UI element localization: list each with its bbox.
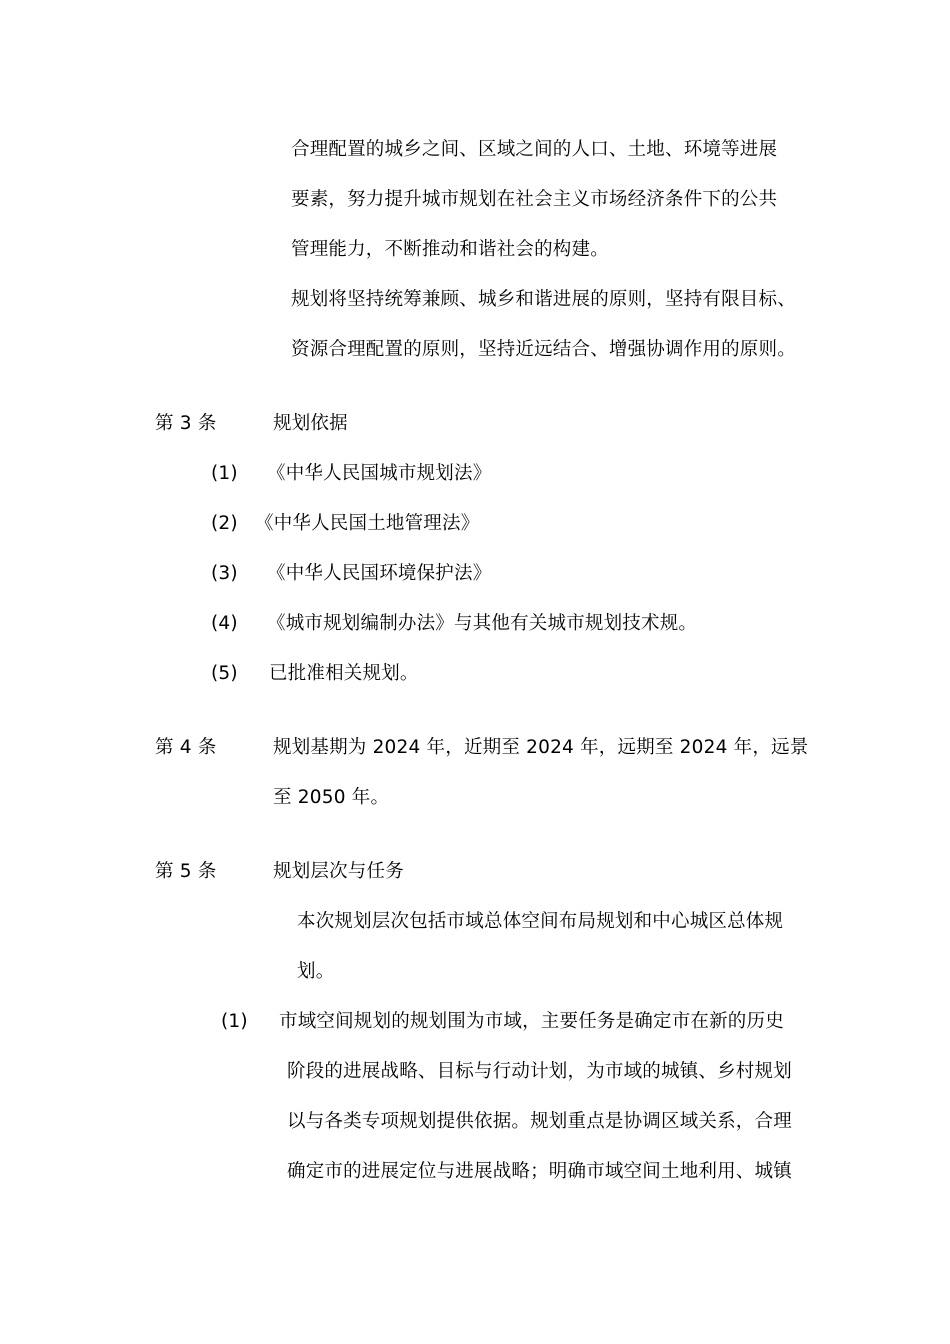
- article-4-line: 规划基期为 2024 年，近期至 2024 年，远期至 2024 年，远景: [273, 737, 809, 758]
- list-item-text: 《中华人民国城市规划法》: [267, 463, 492, 484]
- list-item-number: (1): [211, 463, 238, 484]
- article-5-item-line: 以与各类专项规划提供依据。规划重点是协调区域关系，合理: [287, 1111, 792, 1132]
- article-5-item-line: 阶段的进展战略、目标与行动计划，为市域的城镇、乡村规划: [287, 1061, 792, 1082]
- intro-line: 合理配置的城乡之间、区域之间的人口、土地、环境等进展: [291, 139, 778, 160]
- list-item-text: 《中华人民国土地管理法》: [255, 513, 480, 534]
- list-item-number: (4): [211, 613, 238, 634]
- article-5-intro-line: 划。: [297, 961, 335, 982]
- list-item-number: (1): [221, 1011, 248, 1032]
- article-5-number: 第 5 条: [155, 861, 217, 882]
- article-5-intro-line: 本次规划层次包括市域总体空间布局规划和中心城区总体规: [297, 911, 784, 932]
- intro-line: 资源合理配置的原则，坚持近远结合、增强协调作用的原则。: [291, 339, 796, 360]
- article-3-title: 规划依据: [273, 413, 348, 434]
- article-4-number: 第 4 条: [155, 737, 217, 758]
- intro-line: 要素，努力提升城市规划在社会主义市场经济条件下的公共: [291, 189, 778, 210]
- article-3-number: 第 3 条: [155, 413, 217, 434]
- list-item-number: (5): [211, 663, 238, 684]
- article-5-item-line: 确定市的进展定位与进展战略；明确市域空间土地利用、城镇: [287, 1161, 792, 1182]
- article-4-line: 至 2050 年。: [273, 787, 390, 808]
- list-item-text: 《中华人民国环境保护法》: [267, 563, 492, 584]
- article-5-item-line: 市域空间规划的规划围为市域，主要任务是确定市在新的历史: [279, 1011, 784, 1032]
- list-item-text: 已批准相关规划。: [269, 663, 419, 684]
- list-item-number: (2): [211, 513, 238, 534]
- list-item-text: 《城市规划编制办法》与其他有关城市规划技术规。: [267, 613, 698, 634]
- intro-line: 管理能力，不断推动和谐社会的构建。: [291, 239, 609, 260]
- article-5-title: 规划层次与任务: [273, 861, 404, 882]
- list-item-number: (3): [211, 563, 238, 584]
- intro-line: 规划将坚持统筹兼顾、城乡和谐进展的原则，坚持有限目标、: [291, 289, 796, 310]
